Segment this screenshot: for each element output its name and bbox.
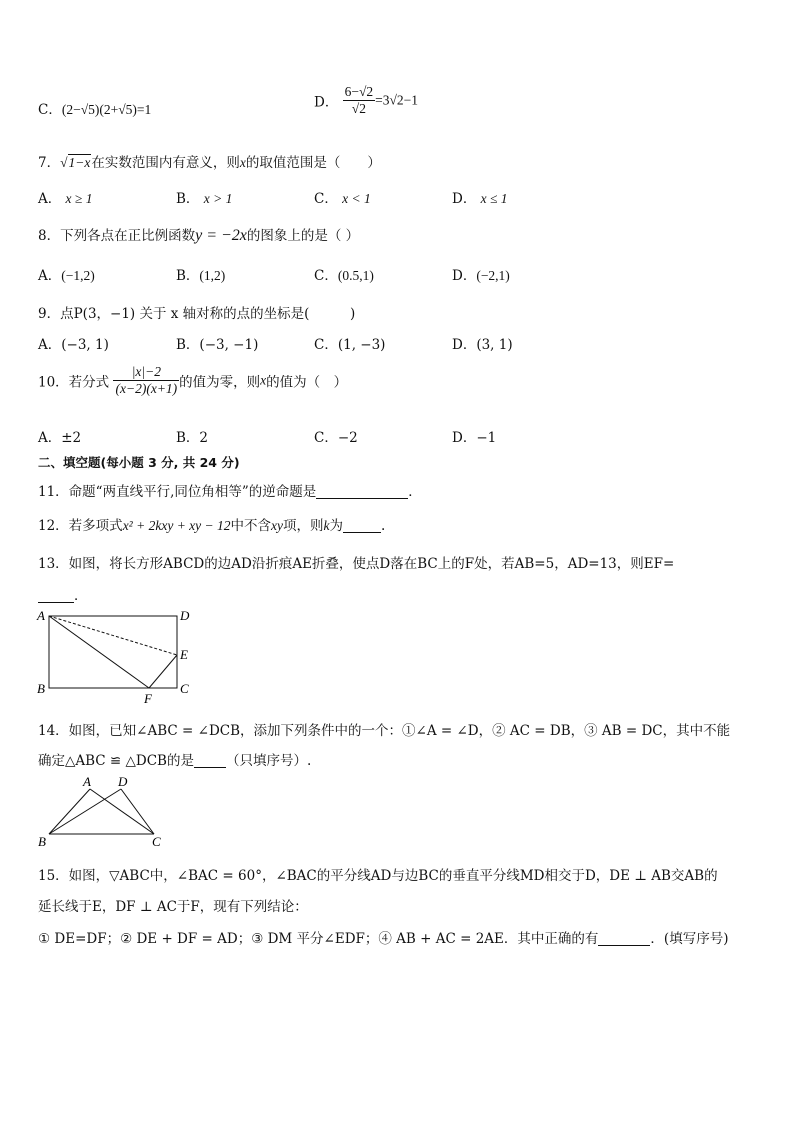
q9-option-b[interactable]: B．(−3, −1)	[176, 337, 259, 353]
q6-d-fraction: $\frac{6-√2}{√2}$	[344, 84, 374, 116]
q10-option-c[interactable]: C．−2	[314, 430, 358, 446]
q7-options	[38, 187, 758, 209]
q7-option-b[interactable]: B． x > 1	[176, 191, 233, 207]
q13-label-d: D	[180, 608, 190, 623]
q13-label-b: B	[37, 681, 45, 696]
q8-options	[38, 264, 758, 286]
q13-answer-line: ．	[38, 584, 88, 604]
q10-option-d[interactable]: D．−1	[452, 430, 497, 446]
q13-stem: 13．如图，将长方形ABCD的边AD沿折痕AE折叠，使点D落在BC上的F处，若AB=5，AD=13，则EF=	[38, 556, 675, 572]
q9-option-c[interactable]: C．(1, −3)	[314, 337, 386, 353]
q7-option-c[interactable]: C． x < 1	[314, 191, 371, 207]
q10-options	[38, 426, 758, 448]
q10-fraction: $\frac{|x|-2}{(x-2)(x+1)}$	[115, 364, 178, 396]
q6-option-c: C．(2−√5)(2+√5)=1	[38, 102, 152, 118]
q14-stem-line1: 14．如图，已知∠ABC = ∠DCB，添加下列条件中的一个：①∠A = ∠D，② AC = DB，③ AB = DC，其中不能	[38, 723, 731, 739]
q9-stem: 9．点P(3，−1) 关于 x 轴对称的点的坐标是( )	[38, 306, 356, 322]
q14-segment-ac	[90, 789, 154, 834]
q13-label-e: E	[180, 647, 188, 662]
q14-label-c: C	[152, 834, 161, 849]
q11-stem: 11．命题“两直线平行,同位角相等”的逆命题是 ．	[38, 484, 422, 500]
q8-stem: 8．下列各点在正比例函数y = −2x的图象上的是（ ）	[38, 227, 360, 244]
q14-label-a: A	[83, 774, 91, 789]
q13-segment-af	[49, 616, 149, 688]
q9-option-a[interactable]: A．(−3, 1)	[38, 337, 109, 353]
q13-answer-blank[interactable]	[38, 588, 74, 603]
q9-option-d[interactable]: D．(3, 1)	[452, 337, 513, 353]
q14-segment-ba	[49, 789, 90, 834]
q7-stem: 7．√1−x在实数范围内有意义，则x的取值范围是（ ）	[38, 155, 381, 171]
q6-options-row	[38, 84, 758, 118]
q11-answer-blank[interactable]	[316, 484, 408, 499]
q9-options	[38, 333, 758, 355]
q15-stem-line1: 15．如图，▽ABC中，∠BAC = 60°，∠BAC的平分线AD与边BC的垂直平分线MD相交于D，DE ⊥ AB交AB的	[38, 868, 718, 884]
section-2-title: 二、填空题(每小题 3 分, 共 24 分)	[38, 455, 240, 470]
q13-fold-line-ae	[49, 616, 177, 655]
q13-segment-fe	[149, 655, 177, 688]
q14-label-d: D	[118, 774, 128, 789]
q8-option-b[interactable]: B．(1,2)	[176, 268, 226, 284]
q7-option-a[interactable]: A． x ≥ 1	[38, 191, 93, 207]
q15-stem-line3: ① DE=DF；② DE + DF = AD；③ DM 平分∠EDF；④ AB + AC = 2AE．其中正确的有 ．(填写序号)	[38, 931, 729, 947]
q8-option-a[interactable]: A．(−1,2)	[38, 268, 95, 284]
q15-stem-line2: 延长线于E，DF ⊥ AC于F，现有下列结论：	[38, 899, 308, 915]
q12-stem: 12．若多项式x² + 2kxy + xy − 12中不含xy项，则k为 .	[38, 518, 386, 534]
q10-option-a[interactable]: A．±2	[38, 430, 82, 446]
q14-segment-dc	[121, 789, 154, 834]
q10-stem: 10．若分式 $\frac{|x|-2}{(x-2)(x+1)}$ 的值为零，则x的值为（ ）	[38, 364, 348, 396]
q14-answer-blank[interactable]	[194, 753, 226, 768]
q15-answer-blank[interactable]	[598, 931, 650, 946]
q14-figure	[34, 772, 174, 852]
q8-option-d[interactable]: D．(−2,1)	[452, 268, 510, 284]
q13-label-a: A	[37, 608, 45, 623]
q8-option-c[interactable]: C．(0.5,1)	[314, 268, 374, 284]
q13-figure	[34, 606, 194, 706]
q10-option-b[interactable]: B．2	[176, 430, 209, 446]
q14-stem-line2: 确定△ABC ≌ △DCB的是 （只填序号）.	[38, 753, 312, 769]
q6-option-d: D． $\frac{6-√2}{√2}$ =3√2−1	[314, 84, 419, 116]
q13-label-f: F	[144, 691, 152, 706]
q7-option-d[interactable]: D． x ≤ 1	[452, 191, 508, 207]
q14-label-b: B	[38, 834, 46, 849]
q13-label-c: C	[180, 681, 189, 696]
q14-segment-bd	[49, 789, 121, 834]
q12-answer-blank[interactable]	[343, 518, 381, 533]
